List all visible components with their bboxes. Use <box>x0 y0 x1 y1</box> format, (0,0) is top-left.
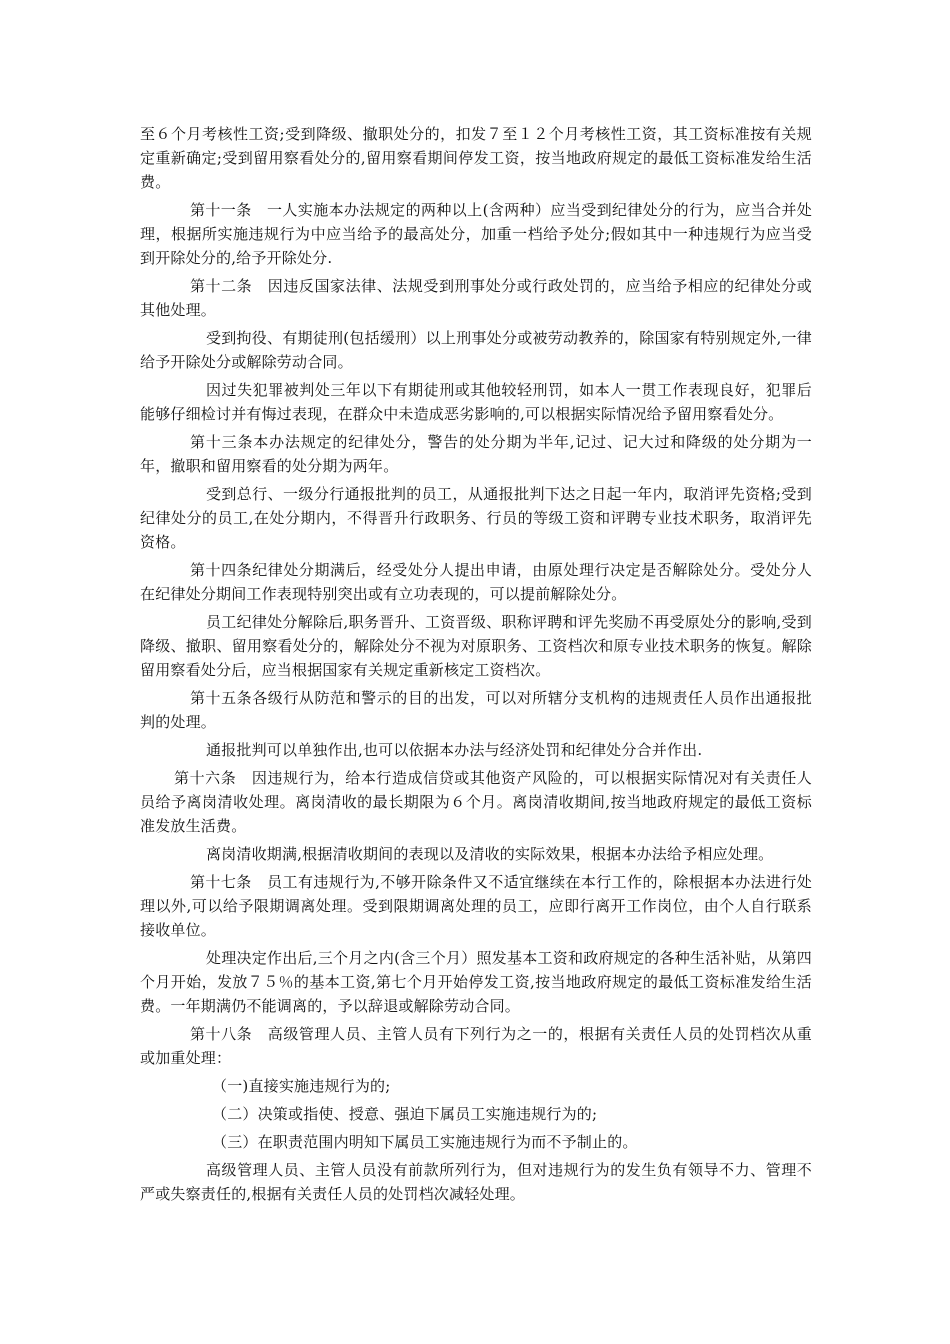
article-12-clause-2: 因过失犯罪被判处三年以下有期徒刑或其他较轻刑罚，如本人一贯工作表现良好，犯罪后能够仔细检讨并有悔过表现，在群众中未造成恶劣影响的,可以根据实际情况给予留用察看处分。 <box>140 381 812 423</box>
article-17: 第十七条 员工有违规行为,不够开除条件又不适宜继续在本行工作的，除根据本办法进行处理以外,可以给予限期调离处理。受到限期调离处理的员工，应即行离开工作岗位，由个人自行联系接收单位。 <box>140 873 812 939</box>
article-13-clause-1: 受到总行、一级分行通报批判的员工，从通报批判下达之日起一年内，取消评先资格;受到纪律处分的员工,在处分期内，不得晋升行政职务、行员的等级工资和评聘专业技术职务，取消评先资格。 <box>140 485 812 551</box>
article-18-item-1: （一)直接实施违规行为的; <box>212 1077 391 1095</box>
article-14-clause-1: 员工纪律处分解除后,职务晋升、工资晋级、职称评聘和评先奖励不再受原处分的影响,受到降级、撤职、留用察看处分的，解除处分不视为对原职务、工资档次和原专业技术职务的恢复。解除留用察看处分后，应当根据国家有关规定重新核定工资档次。 <box>140 613 812 679</box>
article-14: 第十四条纪律处分期满后，经受处分人提出申请，由原处理行决定是否解除处分。受处分人在纪律处分期间工作表现特别突出或有立功表现的，可以提前解除处分。 <box>140 561 812 603</box>
article-18-item-3: （三）在职责范围内明知下属员工实施违规行为而不予制止的。 <box>212 1133 638 1151</box>
article-12: 第十二条 因违反国家法律、法规受到刑事处分或行政处罚的，应当给予相应的纪律处分或其他处理。 <box>140 277 812 319</box>
article-15: 第十五条各级行从防范和警示的目的出发，可以对所辖分支机构的违规责任人员作出通报批判的处理。 <box>140 689 812 731</box>
article-16-clause-1: 离岗清收期满,根据清收期间的表现以及清收的实际效果，根据本办法给予相应处理。 <box>206 845 774 863</box>
article-18-clause-2: 高级管理人员、主管人员没有前款所列行为，但对违规行为的发生负有领导不力、管理不严或失察责任的,根据有关责任人员的处罚档次减轻处理。 <box>140 1161 812 1203</box>
article-15-clause-1: 通报批判可以单独作出,也可以依据本办法与经济处罚和纪律处分合并作出. <box>206 741 703 759</box>
article-12-clause-1: 受到拘役、有期徒刑(包括缓刑）以上刑事处分或被劳动教养的，除国家有特别规定外,一律给予开除处分或解除劳动合同。 <box>140 329 812 371</box>
article-17-clause-1: 处理决定作出后,三个月之内(含三个月）照发基本工资和政府规定的各种生活补贴，从第四个月开始，发放７５％的基本工资,第七个月开始停发工资,按当地政府规定的最低工资标准发给生活费。一年期满仍不能调离的，予以辞退或解除劳动合同。 <box>140 949 812 1015</box>
article-11: 第十一条 一人实施本办法规定的两种以上(含两种）应当受到纪律处分的行为，应当合并处理，根据所实施违规行为中应当给予的最高处分，加重一档给予处分;假如其中一种违规行为应当受到开除处分的,给予开除处分. <box>140 201 812 267</box>
article-13: 第十三条本办法规定的纪律处分，警告的处分期为半年,记过、记大过和降级的处分期为一年，撤职和留用察看的处分期为两年。 <box>140 433 812 475</box>
article-18-item-2: （二）决策或指使、授意、强迫下属员工实施违规行为的; <box>212 1105 598 1123</box>
article-16: 第十六条 因违规行为，给本行造成信贷或其他资产风险的，可以根据实际情况对有关责任人员给予离岗清收处理。离岗清收的最长期限为６个月。离岗清收期间,按当地政府规定的最低工资标准发放生活费。 <box>140 769 812 835</box>
paragraph-continuation: 至６个月考核性工资;受到降级、撤职处分的，扣发７至１２个月考核性工资，其工资标准按有关规定重新确定;受到留用察看处分的,留用察看期间停发工资，按当地政府规定的最低工资标准发给生活费。 <box>140 125 812 191</box>
article-18: 第十八条 高级管理人员、主管人员有下列行为之一的，根据有关责任人员的处罚档次从重或加重处理： <box>140 1025 812 1067</box>
document-page <box>140 122 812 1210</box>
